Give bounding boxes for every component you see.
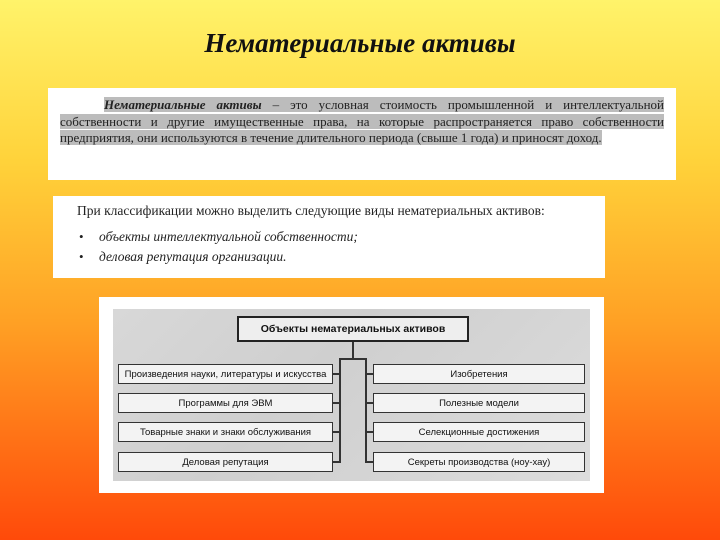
- definition-highlight: [60, 97, 664, 145]
- definition-text: – это условная стоимость промышленной и интеллектуальной собственности и другие имущественные права, на которые распространяется право собственности предприятия, они используются в течение длительного периода (свыше 1 года) и приносят доход.: [60, 97, 664, 145]
- diagram-left-box: Произведения науки, литературы и искусства: [118, 364, 333, 384]
- diagram-header: Объекты нематериальных активов: [237, 316, 469, 342]
- classification-item-text: объекты интеллектуальной собственности;: [99, 229, 358, 244]
- bullet-icon: •: [79, 249, 84, 264]
- connector-line: [339, 358, 367, 360]
- connector-line: [332, 373, 340, 375]
- classification-item: [77, 247, 585, 267]
- diagram-right-box: Изобретения: [373, 364, 585, 384]
- bullet-icon: •: [79, 229, 84, 244]
- slide-title: Нематериальные активы: [204, 28, 516, 58]
- classification-item: [77, 227, 585, 247]
- definition-term: Нематериальные активы: [104, 97, 262, 112]
- diagram-right-box: Полезные модели: [373, 393, 585, 413]
- connector-line: [332, 431, 340, 433]
- diagram-left-box: Товарные знаки и знаки обслуживания: [118, 422, 333, 442]
- classification-box: [53, 196, 605, 278]
- diagram-left-box: Программы для ЭВМ: [118, 393, 333, 413]
- assets-diagram: [113, 309, 590, 481]
- diagram-right-box: Секреты производства (ноу-хау): [373, 452, 585, 472]
- diagram-left-box: Деловая репутация: [118, 452, 333, 472]
- diagram-frame: [99, 297, 604, 493]
- diagram-right-box: Селекционные достижения: [373, 422, 585, 442]
- connector-line: [352, 342, 354, 358]
- classification-list: [77, 227, 585, 267]
- classification-item-text: деловая репутация организации.: [99, 249, 287, 264]
- connector-line: [332, 461, 340, 463]
- connector-line: [332, 402, 340, 404]
- classification-intro: При классификации можно выделить следующие виды нематериальных активов:: [77, 203, 545, 218]
- definition-box: [48, 88, 676, 180]
